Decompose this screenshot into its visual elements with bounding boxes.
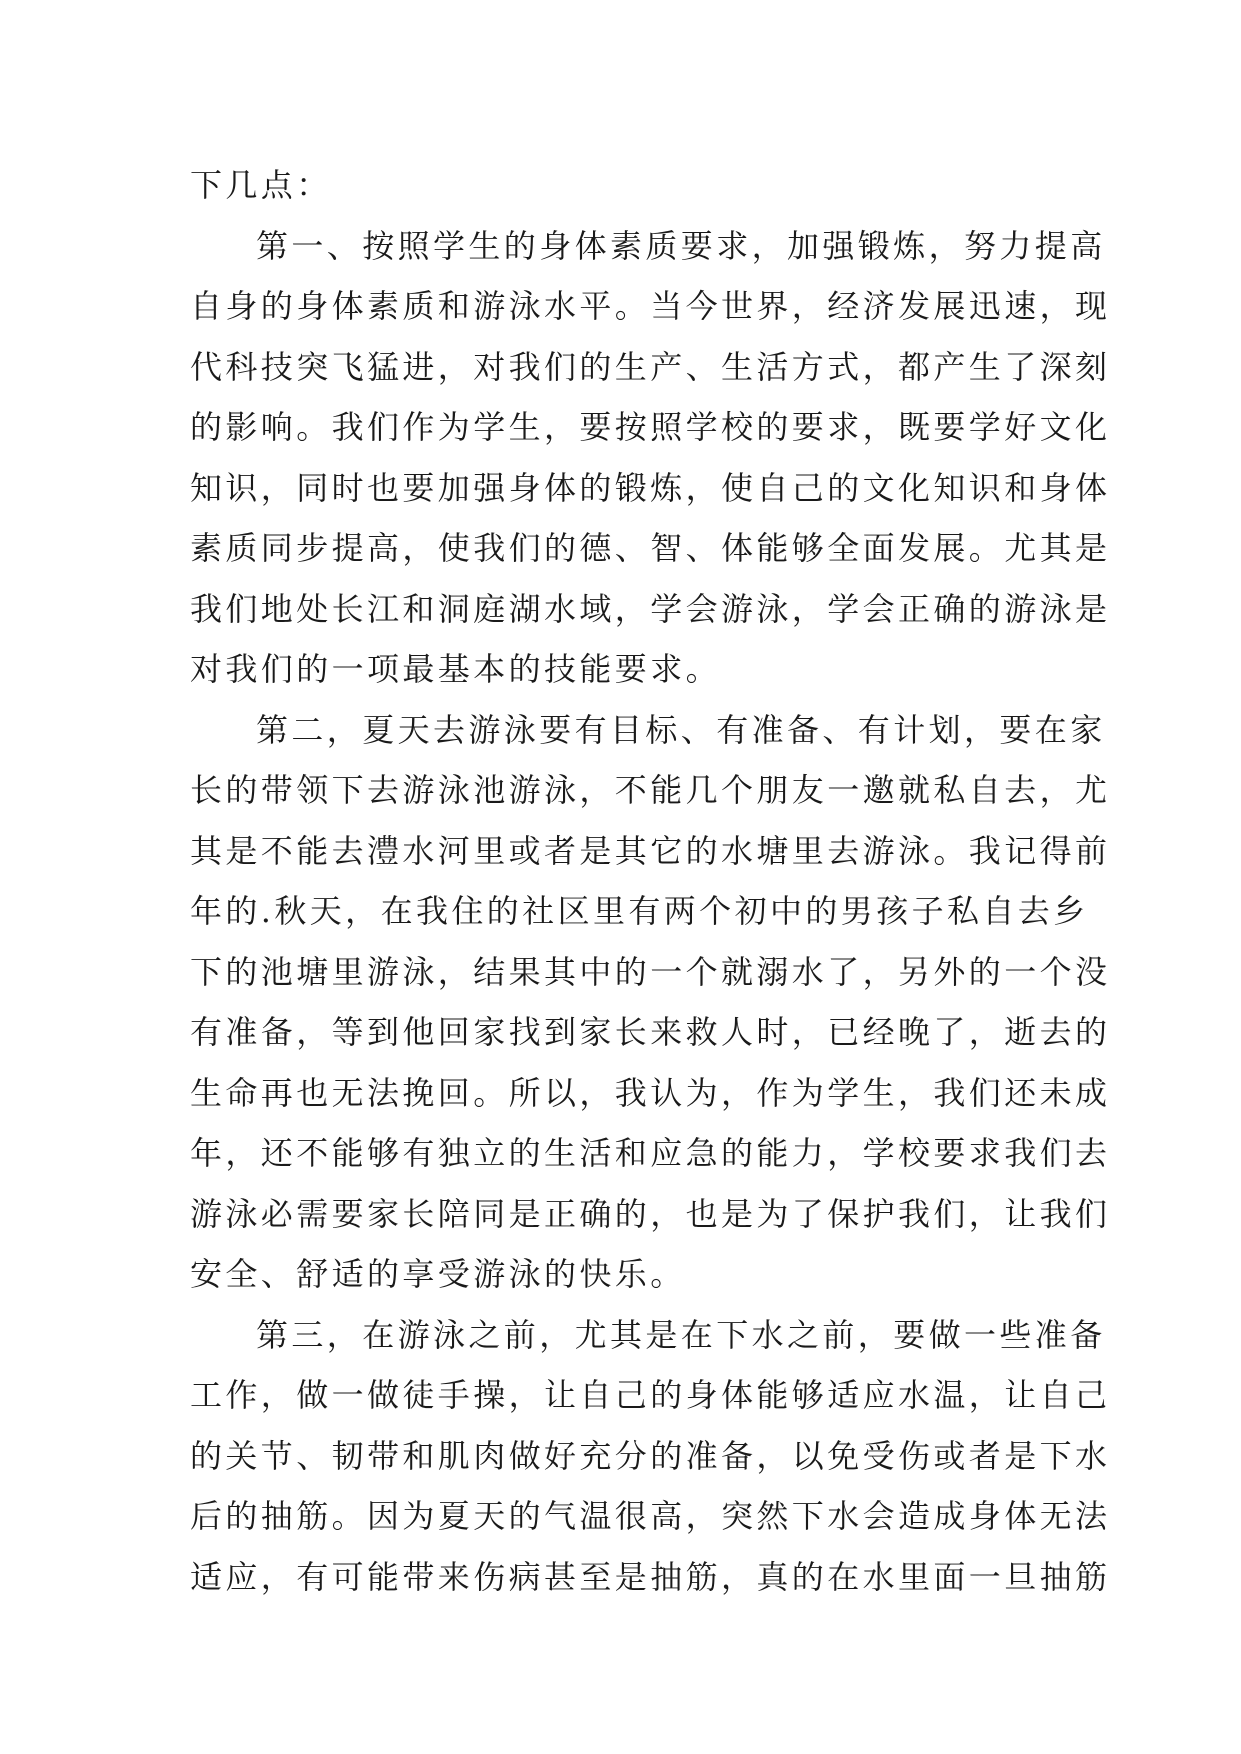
text-line: 的影响。我们作为学生，要按照学校的要求，既要学好文化 (190, 408, 1111, 446)
text-line: 自身的身体素质和游泳水平。当今世界，经济发展迅速，现 (190, 287, 1111, 325)
text-line: 下的池塘里游泳，结果其中的一个就溺水了，另外的一个没 (190, 952, 1111, 991)
paragraph-first-line: 第三，在游泳之前，尤其是在下水之前，要做一些准备 (256, 1315, 1106, 1354)
text-line: 年的.秋天，在我住的社区里有两个初中的男孩子私自去乡 (190, 892, 1089, 930)
text-line: 工作，做一做徒手操，让自己的身体能够适应水温，让自己 (190, 1376, 1111, 1414)
text-line: 知识，同时也要加强身体的锻炼，使自己的文化知识和身体 (190, 468, 1111, 507)
text-line: 年，还不能够有独立的生活和应急的能力，学校要求我们去 (190, 1134, 1111, 1172)
text-line: 代科技突飞猛进，对我们的生产、生活方式，都产生了深刻 (190, 347, 1111, 386)
text-line: 有准备，等到他回家找到家长来救人时，已经晚了，逝去的 (190, 1013, 1111, 1051)
text-line: 安全、舒适的享受游泳的快乐。 (190, 1255, 686, 1293)
text-line: 我们地处长江和洞庭湖水域，学会游泳，学会正确的游泳是 (190, 589, 1111, 628)
text-line: 生命再也无法挽回。所以，我认为，作为学生，我们还未成 (190, 1073, 1111, 1112)
text-line: 的关节、韧带和肌肉做好充分的准备，以免受伤或者是下水 (190, 1436, 1111, 1475)
body-text (190, 155, 1111, 1607)
text-line: 其是不能去澧水河里或者是其它的水塘里去游泳。我记得前 (190, 831, 1111, 870)
text-line: 下几点： (190, 166, 332, 204)
text-line: 素质同步提高，使我们的德、智、体能够全面发展。尤其是 (190, 529, 1111, 567)
text-line: 游泳必需要家长陪同是正确的，也是为了保护我们，让我们 (190, 1194, 1111, 1233)
text-line: 适应，有可能带来伤病甚至是抽筋，真的在水里面一旦抽筋 (190, 1557, 1111, 1596)
paragraph-first-line: 第一、按照学生的身体素质要求，加强锻炼，努力提高 (256, 226, 1106, 265)
paragraph-first-line: 第二，夏天去游泳要有目标、有准备、有计划，要在家 (256, 710, 1106, 749)
text-line: 长的带领下去游泳池游泳，不能几个朋友一邀就私自去，尤 (190, 771, 1111, 809)
text-line: 对我们的一项最基本的技能要求。 (190, 650, 722, 688)
text-line: 后的抽筋。因为夏天的气温很高，突然下水会造成身体无法 (190, 1497, 1111, 1535)
